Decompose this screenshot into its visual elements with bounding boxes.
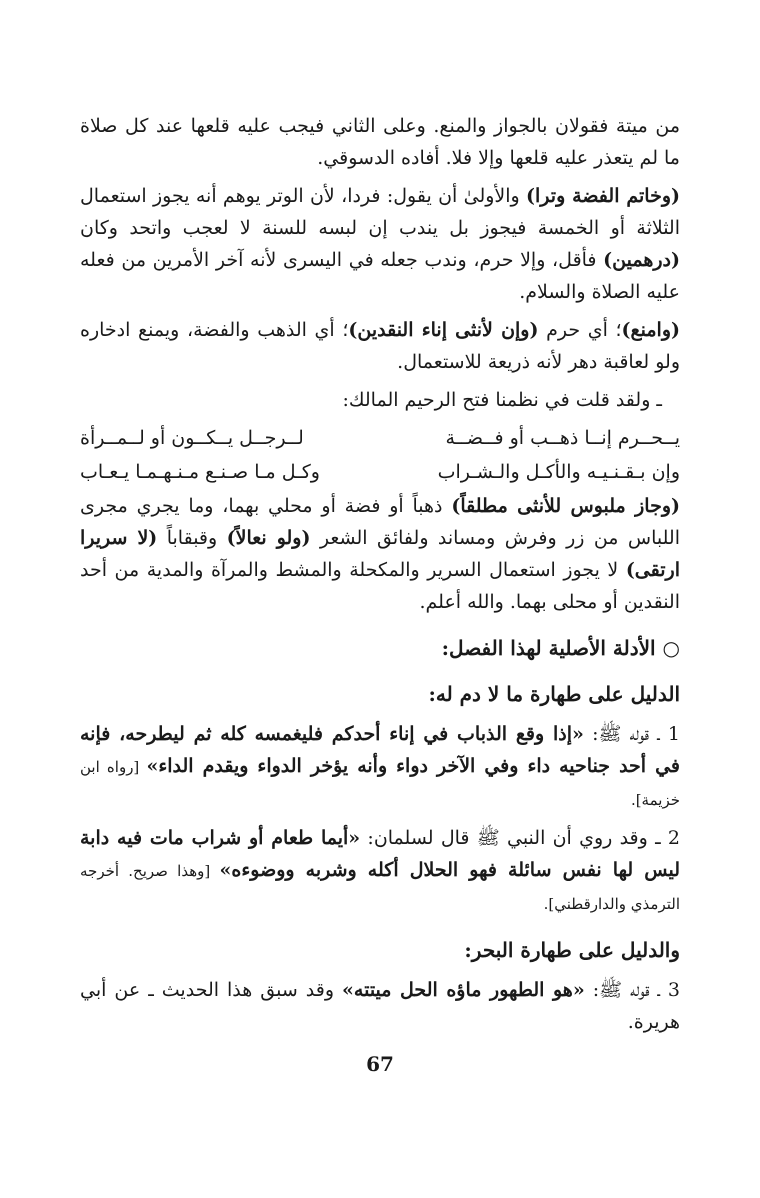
bold-phrase: (وامنع) <box>621 319 681 341</box>
bold-phrase: (وإن لأنثى إناء النقدين) <box>348 319 539 341</box>
bold-phrase: (لا سريرا ارتقى) <box>80 527 680 581</box>
text-run: 3 ـ قوله ﷺ: <box>584 979 680 1001</box>
poem-line-2 <box>80 456 680 488</box>
sub-heading: الدليل على طهارة ما لا دم له: <box>428 682 680 706</box>
hadith-quote: «إذا وقع الذباب في إناء أحدكم فليغمسه كله ثم ليطرحه، فإنه في أحد جناحيه داء وفي الآخر دواء وأنه يؤخر الدواء ويقدم الداء» <box>80 723 680 777</box>
paragraph-hadith-2 <box>80 822 680 920</box>
poem-hemistich-left: لــرجــل يــكــون أو لــمــرأة <box>80 427 304 449</box>
text-run: 2 ـ وقد روي أن النبي ﷺ قال لسلمان: <box>360 827 680 849</box>
bold-phrase: (ولو نعالاً) <box>226 527 311 549</box>
text-run: ؛ أي حرم <box>538 319 622 341</box>
poem-hemistich-right: وإن بـقـنـيـه والأكـل والـشـراب <box>437 461 680 483</box>
text-run: ؛ أي الذهب والفضة، ويمنع ادخاره ولو لعاقبة دهر لأنه ذريعة للاستعمال. <box>80 319 680 373</box>
page-content <box>80 110 680 1044</box>
poem-line-1 <box>80 422 680 454</box>
paragraph-1: من ميتة فقولان بالجواز والمنع. وعلى الثاني فيجب عليه قلعها عند كل صلاة ما لم يتعذر عليه قلعها وإلا فلا. أفاده الدسوقي. <box>80 115 680 169</box>
text-run: 1 ـ قوله ﷺ: <box>583 723 680 745</box>
hadith-quote: «هو الطهور ماؤه الحل ميتته» <box>342 979 585 1001</box>
poem-hemistich-right: يــحــرم إنــا ذهــب أو فــضــة <box>445 427 680 449</box>
citation: [وهذا صريح. أخرجه الترمذي والدارقطني]. <box>80 862 680 913</box>
paragraph-3 <box>80 314 680 378</box>
paragraph-4: ـ ولقد قلت في نظمنا فتح الرحيم المالك: <box>342 389 662 411</box>
paragraph-2 <box>80 180 680 308</box>
text-run: ذهباً أو فضة أو محلي بهما، وما يجري مجرى اللباس من زر وفرش ومساند ولفائق الشعر <box>80 495 680 549</box>
hadith-quote: «أيما طعام أو شراب مات فيه دابة ليس لها نفس سائلة فهو الحلال أكله وشربه ووضوءه» <box>80 827 680 881</box>
text-run: والأولىٰ أن يقول: فردا، لأن الوتر يوهم أنه يجوز استعمال الثلاثة أو الخمسة فيجوز بل يندب إن لبسه للسنة لا لعجب واتحد وكان <box>80 185 680 239</box>
text-run: وقد سبق هذا الحديث ـ عن أبي هريرة. <box>80 979 680 1033</box>
section-heading: ○ الأدلة الأصلية لهذا الفصل: <box>441 636 680 660</box>
bold-phrase: (وجاز ملبوس للأنثى مطلقاً) <box>451 495 680 517</box>
page-number: 67 <box>366 1052 394 1076</box>
bold-phrase: (درهمين) <box>603 249 680 271</box>
bold-phrase: (وخاتم الفضة وترا) <box>526 185 681 207</box>
citation: [رواه ابن خزيمة]. <box>80 758 680 809</box>
poem-hemistich-left: وكـل مـا صـنـع مـنـهـمـا يـعـاب <box>80 461 320 483</box>
paragraph-hadith-1 <box>80 718 680 816</box>
text-run: وقبقاباً <box>157 527 227 549</box>
text-run: لا يجوز استعمال السرير والمكحلة والمشط والمرآة والمدية من أحد النقدين أو محلى بهما. والله أعلم. <box>80 559 680 613</box>
sub-heading: والدليل على طهارة البحر: <box>464 938 680 962</box>
paragraph-hadith-3 <box>80 974 680 1038</box>
paragraph-5 <box>80 490 680 618</box>
text-run: فأقل، وإلا حرم، وندب جعله في اليسرى لأنه آخر الأمرين من فعله عليه الصلاة والسلام. <box>80 249 680 303</box>
